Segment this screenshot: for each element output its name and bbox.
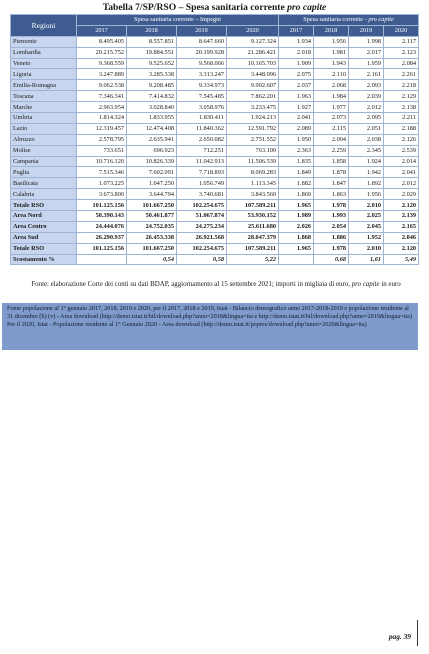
table-cell: 0,54 bbox=[127, 254, 177, 265]
table-cell: 2.010 bbox=[349, 243, 384, 254]
table-title-text: Tabella 7/SP/RSO – Spesa sanitaria corrente bbox=[102, 2, 288, 13]
table-cell: 19.884.551 bbox=[127, 47, 177, 58]
header-row-groups bbox=[11, 15, 419, 26]
table-cell: 1.956 bbox=[314, 36, 349, 47]
table-cell: 712.251 bbox=[177, 145, 227, 156]
table-cell: 2.004 bbox=[314, 134, 349, 145]
table-cell: 7.414.832 bbox=[127, 91, 177, 102]
table-cell: 2.261 bbox=[384, 69, 419, 80]
table-cell: 2.045 bbox=[349, 221, 384, 232]
row-label: Campania bbox=[11, 156, 77, 167]
table-cell: 101.667.250 bbox=[127, 200, 177, 211]
table-row bbox=[11, 123, 419, 134]
table-cell: 2.123 bbox=[384, 47, 419, 58]
table-cell: 2.038 bbox=[349, 134, 384, 145]
table-cell: 2.120 bbox=[384, 200, 419, 211]
population-source-note: Fonte popolazione al 1° gennaio 2017, 2018, 2019 e 2020, per il 2017, 2018 e 2019, Istat - Bilancio demografico anno 2017-2018-2019 e popolazione residente al 31 dicembre (b) (v) - Area download (http://demo.istat.it/bil/download.php?anno=2018&lingua=ita e http://demo.istat.it/bil/download.php?anno=2019&lingua=ita) bbox=[7, 305, 412, 321]
table-cell: 2.041 bbox=[279, 113, 314, 124]
table-cell: 2.014 bbox=[384, 156, 419, 167]
row-label: Umbria bbox=[11, 113, 77, 124]
table-cell: 1.978 bbox=[314, 200, 349, 211]
row-label: Totale RSO bbox=[11, 243, 77, 254]
table-row bbox=[11, 36, 419, 47]
table-cell: 2.012 bbox=[349, 102, 384, 113]
table-cell bbox=[77, 254, 127, 265]
table-cell: 0,58 bbox=[177, 254, 227, 265]
area-row bbox=[11, 232, 419, 243]
table-cell: 2.073 bbox=[314, 113, 349, 124]
table-cell: 1.849 bbox=[279, 167, 314, 178]
table-cell: 1.909 bbox=[279, 58, 314, 69]
table-cell: 5,49 bbox=[384, 254, 419, 265]
table-cell: 2.018 bbox=[279, 47, 314, 58]
row-label: Abruzzo bbox=[11, 134, 77, 145]
header-year: 2020 bbox=[384, 25, 419, 36]
table-cell: 763.100 bbox=[227, 145, 279, 156]
area-row bbox=[11, 221, 419, 232]
table-cell: 2.110 bbox=[314, 69, 349, 80]
table-cell: 2.089 bbox=[279, 123, 314, 134]
table-cell: 1.056.749 bbox=[177, 178, 227, 189]
table-cell: 5,22 bbox=[227, 254, 279, 265]
table-cell: 50.461.877 bbox=[127, 211, 177, 222]
table-cell: 3.285.338 bbox=[127, 69, 177, 80]
table-cell: 2.010 bbox=[349, 200, 384, 211]
table-cell: 8.069.283 bbox=[227, 167, 279, 178]
table-cell: 107.589.211 bbox=[227, 243, 279, 254]
table-row bbox=[11, 47, 419, 58]
table-cell: 24.444.076 bbox=[77, 221, 127, 232]
table-cell: 7.718.893 bbox=[177, 167, 227, 178]
row-label: Lombardia bbox=[11, 47, 77, 58]
table-cell: 11.506.539 bbox=[227, 156, 279, 167]
table-cell: 9.902.607 bbox=[227, 80, 279, 91]
table-cell: 733.651 bbox=[77, 145, 127, 156]
table-cell: 1.924 bbox=[349, 156, 384, 167]
table-cell: 20.199.928 bbox=[177, 47, 227, 58]
table-cell: 9.208.485 bbox=[127, 80, 177, 91]
row-label: Area Nord bbox=[11, 211, 77, 222]
table-cell: 2.075 bbox=[279, 69, 314, 80]
table-row bbox=[11, 156, 419, 167]
table-cell: 2.026 bbox=[279, 221, 314, 232]
table-cell: 1.882 bbox=[279, 178, 314, 189]
table-cell: 1.952 bbox=[349, 232, 384, 243]
table-cell: 1.869 bbox=[279, 189, 314, 200]
table-cell: 1.847 bbox=[314, 178, 349, 189]
table-row bbox=[11, 80, 419, 91]
table-cell: 1.956 bbox=[349, 189, 384, 200]
row-label: Basilicata bbox=[11, 178, 77, 189]
table-cell: 1.868 bbox=[279, 232, 314, 243]
table-cell: 2.084 bbox=[384, 58, 419, 69]
table-cell: 101.125.156 bbox=[77, 243, 127, 254]
table-cell: 2.120 bbox=[384, 243, 419, 254]
table-cell: 11.042.913 bbox=[177, 156, 227, 167]
table-cell: 696.923 bbox=[127, 145, 177, 156]
table-cell: 12.591.792 bbox=[227, 123, 279, 134]
population-sources-box bbox=[2, 303, 418, 350]
table-cell: 7.545.485 bbox=[177, 91, 227, 102]
row-label: Marche bbox=[11, 102, 77, 113]
table-cell: 1.892 bbox=[349, 178, 384, 189]
table-cell: 107.589.211 bbox=[227, 200, 279, 211]
table-cell: 24.752.035 bbox=[127, 221, 177, 232]
table-cell: 102.254.675 bbox=[177, 243, 227, 254]
population-source-note: Per il 2020, Istat - Popolazione residente al 1° Gennaio 2020 - Area download (http://demo.istat.it/popres/download.php?anno=2020&lingua=ita) bbox=[7, 321, 367, 329]
table-cell: 28.047.379 bbox=[227, 232, 279, 243]
table-cell: 12.319.457 bbox=[77, 123, 127, 134]
table-cell: 8.647.660 bbox=[177, 36, 227, 47]
table-cell: 8.495.405 bbox=[77, 36, 127, 47]
table-cell: 51.067.874 bbox=[177, 211, 227, 222]
table-cell: 12.474.408 bbox=[127, 123, 177, 134]
row-label: Totale RSO bbox=[11, 200, 77, 211]
row-label: Lazio bbox=[11, 123, 77, 134]
header-group-impegni: Spesa sanitaria corrente – Impegni bbox=[77, 15, 279, 26]
table-cell: 2.963.954 bbox=[77, 102, 127, 113]
table-row bbox=[11, 91, 419, 102]
table-cell: 1.835 bbox=[279, 156, 314, 167]
header-year: 2017 bbox=[77, 25, 127, 36]
table-cell: 9.525.652 bbox=[127, 58, 177, 69]
table-title bbox=[0, 2, 429, 13]
table-cell: 2.188 bbox=[384, 123, 419, 134]
table-row bbox=[11, 102, 419, 113]
source-suffix: in euro bbox=[379, 281, 401, 288]
table-cell: 24.275.234 bbox=[177, 221, 227, 232]
table-cell: 9.062.538 bbox=[77, 80, 127, 91]
table-cell: 2.051 bbox=[349, 123, 384, 134]
row-label: Area Centro bbox=[11, 221, 77, 232]
header-year: 2017 bbox=[279, 25, 314, 36]
table-cell: 3.233.475 bbox=[227, 102, 279, 113]
table-cell: 0,68 bbox=[314, 254, 349, 265]
table-cell: 3.313.247 bbox=[177, 69, 227, 80]
table-cell: 2.635.941 bbox=[127, 134, 177, 145]
source-note bbox=[18, 280, 414, 290]
table-cell: 2.650.082 bbox=[177, 134, 227, 145]
table-cell: 1,61 bbox=[349, 254, 384, 265]
table-cell: 1.965 bbox=[279, 243, 314, 254]
table-title-italic: pro capite bbox=[287, 2, 327, 13]
header-year: 2018 bbox=[127, 25, 177, 36]
row-label: Veneto bbox=[11, 58, 77, 69]
table-row bbox=[11, 58, 419, 69]
table-cell: 3.740.681 bbox=[177, 189, 227, 200]
table-cell: 1.833.955 bbox=[127, 113, 177, 124]
table-cell: 2.068 bbox=[314, 80, 349, 91]
scostamento-row bbox=[11, 254, 419, 265]
table-cell: 7.515.346 bbox=[77, 167, 127, 178]
table-cell: 2.539 bbox=[384, 145, 419, 156]
table-row bbox=[11, 69, 419, 80]
table-cell: 1.993 bbox=[314, 211, 349, 222]
table-cell: 7.602.091 bbox=[127, 167, 177, 178]
header-year: 2019 bbox=[177, 25, 227, 36]
table-row bbox=[11, 134, 419, 145]
table-cell: 1.858 bbox=[314, 156, 349, 167]
row-label: Scostamento % bbox=[11, 254, 77, 265]
header-year: 2018 bbox=[314, 25, 349, 36]
table-cell: 1.830.411 bbox=[177, 113, 227, 124]
table-cell: 1.965 bbox=[279, 200, 314, 211]
row-label: Area Sud bbox=[11, 232, 77, 243]
table-cell: 2.095 bbox=[349, 113, 384, 124]
table-cell: 1.984 bbox=[314, 91, 349, 102]
table-cell: 9.568.066 bbox=[177, 58, 227, 69]
table-cell: 3.028.840 bbox=[127, 102, 177, 113]
table-cell: 26.290.937 bbox=[77, 232, 127, 243]
row-label: Emilia-Romagna bbox=[11, 80, 77, 91]
table-cell: 26.921.568 bbox=[177, 232, 227, 243]
table-cell: 7.862.201 bbox=[227, 91, 279, 102]
table-cell: 2.046 bbox=[384, 232, 419, 243]
table-cell: 1.927 bbox=[279, 102, 314, 113]
table-cell: 21.286.421 bbox=[227, 47, 279, 58]
table-cell: 2.017 bbox=[349, 47, 384, 58]
table-cell: 1.934 bbox=[279, 36, 314, 47]
table-cell: 1.943 bbox=[314, 58, 349, 69]
table-cell: 2.363 bbox=[279, 145, 314, 156]
table-cell: 2.165 bbox=[384, 221, 419, 232]
table-cell: 10.716.120 bbox=[77, 156, 127, 167]
table-cell: 1.981 bbox=[314, 47, 349, 58]
table-cell: 10.165.703 bbox=[227, 58, 279, 69]
row-label: Molise bbox=[11, 145, 77, 156]
header-group-pro-capite bbox=[279, 15, 419, 26]
table-cell: 2.041 bbox=[384, 167, 419, 178]
table-cell: 2.037 bbox=[279, 80, 314, 91]
table-cell: 1.942 bbox=[349, 167, 384, 178]
table-cell: 10.826.339 bbox=[127, 156, 177, 167]
table-cell: 2.012 bbox=[384, 178, 419, 189]
table-cell: 2.039 bbox=[349, 91, 384, 102]
row-label: Piemonte bbox=[11, 36, 77, 47]
table-cell: 2.259 bbox=[314, 145, 349, 156]
row-label: Puglia bbox=[11, 167, 77, 178]
header-regioni: Regioni bbox=[11, 15, 77, 37]
table-cell: 2.093 bbox=[349, 80, 384, 91]
table-cell: 2.161 bbox=[349, 69, 384, 80]
table-row bbox=[11, 167, 419, 178]
table-row bbox=[11, 145, 419, 156]
table-cell: 1.863 bbox=[314, 189, 349, 200]
table-cell: 2.025 bbox=[349, 211, 384, 222]
row-label: Liguria bbox=[11, 69, 77, 80]
table-cell bbox=[279, 254, 314, 265]
table-cell: 2.126 bbox=[384, 134, 419, 145]
table-body bbox=[11, 36, 419, 265]
table-cell: 3.644.794 bbox=[127, 189, 177, 200]
table-cell: 1.113.345 bbox=[227, 178, 279, 189]
table-cell: 1.886 bbox=[314, 232, 349, 243]
header-group-pro-capite-text: Spesa sanitaria corrente - bbox=[303, 16, 369, 24]
table-cell: 2.129 bbox=[384, 91, 419, 102]
source-text: Fonte: elaborazione Corte dei conti su dati BDAP, aggiornamento al 15 settembre 2021; importi in migliaia di euro, bbox=[31, 281, 352, 288]
table-row bbox=[11, 113, 419, 124]
total-row bbox=[11, 243, 419, 254]
table-cell: 3.448.096 bbox=[227, 69, 279, 80]
table-cell: 1.047.250 bbox=[127, 178, 177, 189]
table-cell: 1.073.225 bbox=[77, 178, 127, 189]
table-cell: 25.611.680 bbox=[227, 221, 279, 232]
table-cell: 26.453.338 bbox=[127, 232, 177, 243]
total-row bbox=[11, 200, 419, 211]
table-cell: 2.218 bbox=[384, 80, 419, 91]
table-cell: 3.247.889 bbox=[77, 69, 127, 80]
page-number-rule bbox=[417, 620, 418, 646]
table-cell: 7.346.341 bbox=[77, 91, 127, 102]
table-cell: 3.673.800 bbox=[77, 189, 127, 200]
table-cell: 1.978 bbox=[314, 243, 349, 254]
table-cell: 2.578.795 bbox=[77, 134, 127, 145]
table-cell: 1.977 bbox=[314, 102, 349, 113]
table-cell: 1.924.213 bbox=[227, 113, 279, 124]
table-cell: 20.215.752 bbox=[77, 47, 127, 58]
source-italic: pro capite bbox=[351, 281, 380, 288]
table-cell: 8.557.851 bbox=[127, 36, 177, 47]
table-cell: 2.139 bbox=[384, 211, 419, 222]
table-row bbox=[11, 189, 419, 200]
row-label: Toscana bbox=[11, 91, 77, 102]
table-cell: 2.054 bbox=[314, 221, 349, 232]
table-cell: 1.963 bbox=[279, 91, 314, 102]
table-row bbox=[11, 178, 419, 189]
spesa-sanitaria-table bbox=[10, 14, 419, 265]
table-cell: 9.334.973 bbox=[177, 80, 227, 91]
table-cell: 2.029 bbox=[384, 189, 419, 200]
area-row bbox=[11, 211, 419, 222]
table-cell: 1.998 bbox=[349, 36, 384, 47]
table-cell: 53.930.152 bbox=[227, 211, 279, 222]
table-cell: 3.843.560 bbox=[227, 189, 279, 200]
header-year: 2019 bbox=[349, 25, 384, 36]
table-cell: 1.878 bbox=[314, 167, 349, 178]
table-cell: 2.751.552 bbox=[227, 134, 279, 145]
table-cell: 11.840.362 bbox=[177, 123, 227, 134]
table-cell: 1.989 bbox=[279, 211, 314, 222]
header-year: 2020 bbox=[227, 25, 279, 36]
header-group-pro-capite-italic: pro capite bbox=[368, 16, 394, 24]
table-cell: 9.368.559 bbox=[77, 58, 127, 69]
page-number: pag. 39 bbox=[388, 632, 411, 641]
table-cell: 101.125.156 bbox=[77, 200, 127, 211]
table-cell: 1.959 bbox=[349, 58, 384, 69]
table-cell: 1.814.324 bbox=[77, 113, 127, 124]
row-label: Calabria bbox=[11, 189, 77, 200]
table-cell: 2.117 bbox=[384, 36, 419, 47]
table-cell: 2.115 bbox=[314, 123, 349, 134]
table-cell: 9.127.324 bbox=[227, 36, 279, 47]
table-cell: 2.138 bbox=[384, 102, 419, 113]
table-cell: 101.667.250 bbox=[127, 243, 177, 254]
table-cell: 1.950 bbox=[279, 134, 314, 145]
table-cell: 2.211 bbox=[384, 113, 419, 124]
table-cell: 2.345 bbox=[349, 145, 384, 156]
table-cell: 3.058.976 bbox=[177, 102, 227, 113]
table-cell: 102.254.675 bbox=[177, 200, 227, 211]
table-cell: 50.390.143 bbox=[77, 211, 127, 222]
